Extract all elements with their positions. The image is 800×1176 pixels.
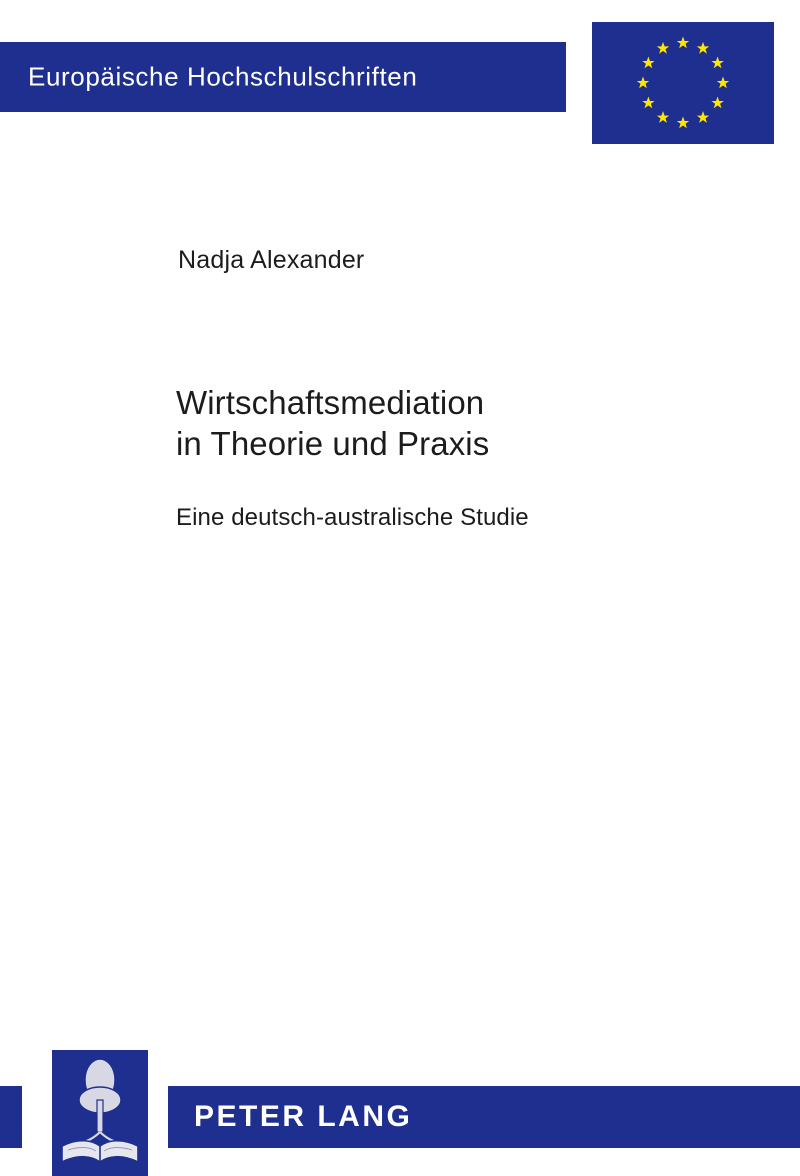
eu-flag-icon xyxy=(592,22,774,144)
book-title-line-1: Wirtschaftsmediation xyxy=(176,384,485,421)
publisher-name: PETER LANG xyxy=(194,1100,413,1133)
publisher-bar-left-stub xyxy=(0,1086,22,1148)
author-name: Nadja Alexander xyxy=(178,246,365,274)
series-banner xyxy=(0,42,566,112)
book-title xyxy=(176,382,489,464)
series-title: Europäische Hochschulschriften xyxy=(28,61,418,92)
publisher-bar xyxy=(168,1086,800,1148)
book-title-line-2: in Theorie und Praxis xyxy=(176,425,490,462)
book-subtitle: Eine deutsch-australische Studie xyxy=(176,504,529,531)
peter-lang-tree-book-logo-icon xyxy=(52,1050,148,1176)
